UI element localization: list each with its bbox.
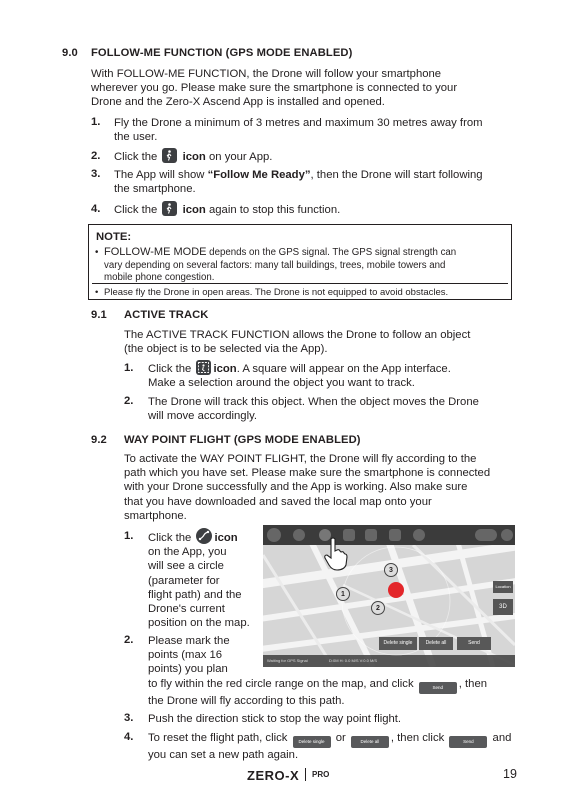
step-number: 3. — [91, 168, 101, 180]
step-text: Click the icon on the App, you will see a circle (parameter for flight path) and the Drone's current position on the map. — [148, 528, 260, 630]
step-text: To reset the flight path, click Delete single or Delete all , then click Send and you can set a new path again. — [148, 732, 512, 761]
gps-status: Waiting for GPS Signal — [267, 658, 308, 663]
delete-single-button: Delete single — [379, 637, 417, 650]
settings-icon — [365, 529, 377, 541]
brand-logo: ZERO-X — [247, 768, 300, 783]
step-text: The App will show “Follow Me Ready”, then the Drone will start following the smartphone. — [114, 169, 483, 196]
step-text: Click the icon on your App. — [114, 148, 272, 164]
way-point-icon — [196, 528, 212, 544]
section-title: ACTIVE TRACK — [124, 309, 209, 321]
note-title: NOTE: — [96, 231, 132, 243]
step-text: The Drone will track this object. When the object moves the Drone will move accordingly. — [148, 396, 479, 423]
step-text: Push the direction stick to stop the way point flight. — [148, 713, 402, 725]
step-text: Please mark the points (max 16 points) you plan to fly within the red circle range on the map, and click Send , then the Drone will fly according to this path. — [148, 635, 488, 707]
send-button: Send — [419, 682, 457, 694]
footer-divider — [305, 768, 306, 781]
section-title: WAY POINT FLIGHT (GPS MODE ENABLED) — [124, 434, 361, 446]
step-number: 4. — [124, 731, 134, 743]
signal-icon — [475, 529, 497, 541]
mode-icon — [413, 529, 425, 541]
delete-single-button: Delete single — [293, 736, 331, 748]
bullet-icon: • — [95, 287, 99, 298]
step-text: Click the icon again to stop this function. — [114, 201, 340, 217]
back-icon — [267, 528, 281, 542]
section-number: 9.2 — [91, 434, 107, 446]
step-number: 2. — [124, 634, 134, 646]
active-track-icon — [196, 360, 211, 375]
app-map-screenshot — [263, 525, 515, 667]
send-button: Send — [449, 736, 487, 748]
waypoint-marker: 3 — [384, 563, 398, 577]
send-button: Send — [457, 637, 491, 650]
3d-button: 3D — [493, 599, 513, 615]
waypoint-marker: 1 — [336, 587, 350, 601]
step-number: 1. — [124, 530, 134, 542]
section-intro: With FOLLOW-ME FUNCTION, the Drone will follow your smartphone wherever you go. Please make sure the smartphone is connected to your Drone and the Zero-X Ascend App is installed and opened. — [91, 68, 458, 109]
section-intro: The ACTIVE TRACK FUNCTION allows the Drone to follow an object (the object is to be selected via the App). — [124, 329, 471, 356]
follow-me-icon — [293, 529, 305, 541]
note-bullet: • Please fly the Drone in open areas. The Drone is not equipped to avoid obstacles. — [95, 287, 449, 298]
camera-icon — [389, 529, 401, 541]
waypoint-marker: 2 — [371, 601, 385, 615]
brand-sub: PRO — [312, 770, 330, 779]
step-number: 3. — [124, 712, 134, 724]
note-divider — [92, 283, 508, 284]
follow-me-icon — [162, 148, 177, 163]
gear-icon — [501, 529, 513, 541]
section-number: 9.0 — [62, 47, 78, 59]
section-intro: To activate the WAY POINT FLIGHT, the Drone will fly according to the path which you have set. Please make sure the smartphone is connected with your Drone successfully and the App is working. Also make sure that you have downloaded and saved the local map onto your smartphone. — [124, 453, 491, 522]
telemetry-readout: D:0M H: 0.0 M/S V:0.0 M/S — [329, 658, 378, 663]
drone-position-icon — [388, 582, 404, 598]
section-number: 9.1 — [91, 309, 107, 321]
step-number: 2. — [124, 395, 134, 407]
step-number: 2. — [91, 150, 101, 162]
step-number: 1. — [124, 362, 134, 374]
follow-me-icon — [162, 201, 177, 216]
delete-all-button: Delete all — [419, 637, 453, 650]
section-title: FOLLOW-ME FUNCTION (GPS MODE ENABLED) — [91, 47, 353, 59]
location-button: Location — [493, 581, 513, 593]
delete-all-button: Delete all — [351, 736, 389, 748]
note-bullet: • FOLLOW-ME MODE depends on the GPS signal. The GPS signal strength can vary depending on several factors: many tall buildings, trees, mobile towers and mobile phone congestion. — [95, 246, 457, 283]
step-number: 1. — [91, 116, 101, 128]
step-text: Fly the Drone a minimum of 3 metres and maximum 30 metres away from the user. — [114, 117, 483, 144]
step-number: 4. — [91, 203, 101, 215]
bullet-icon: • — [95, 247, 99, 258]
step-text: Click the icon. A square will appear on the App interface. Make a selection around the object you want to track. — [148, 360, 451, 390]
note-box — [88, 224, 512, 300]
page-number: 19 — [503, 767, 517, 781]
